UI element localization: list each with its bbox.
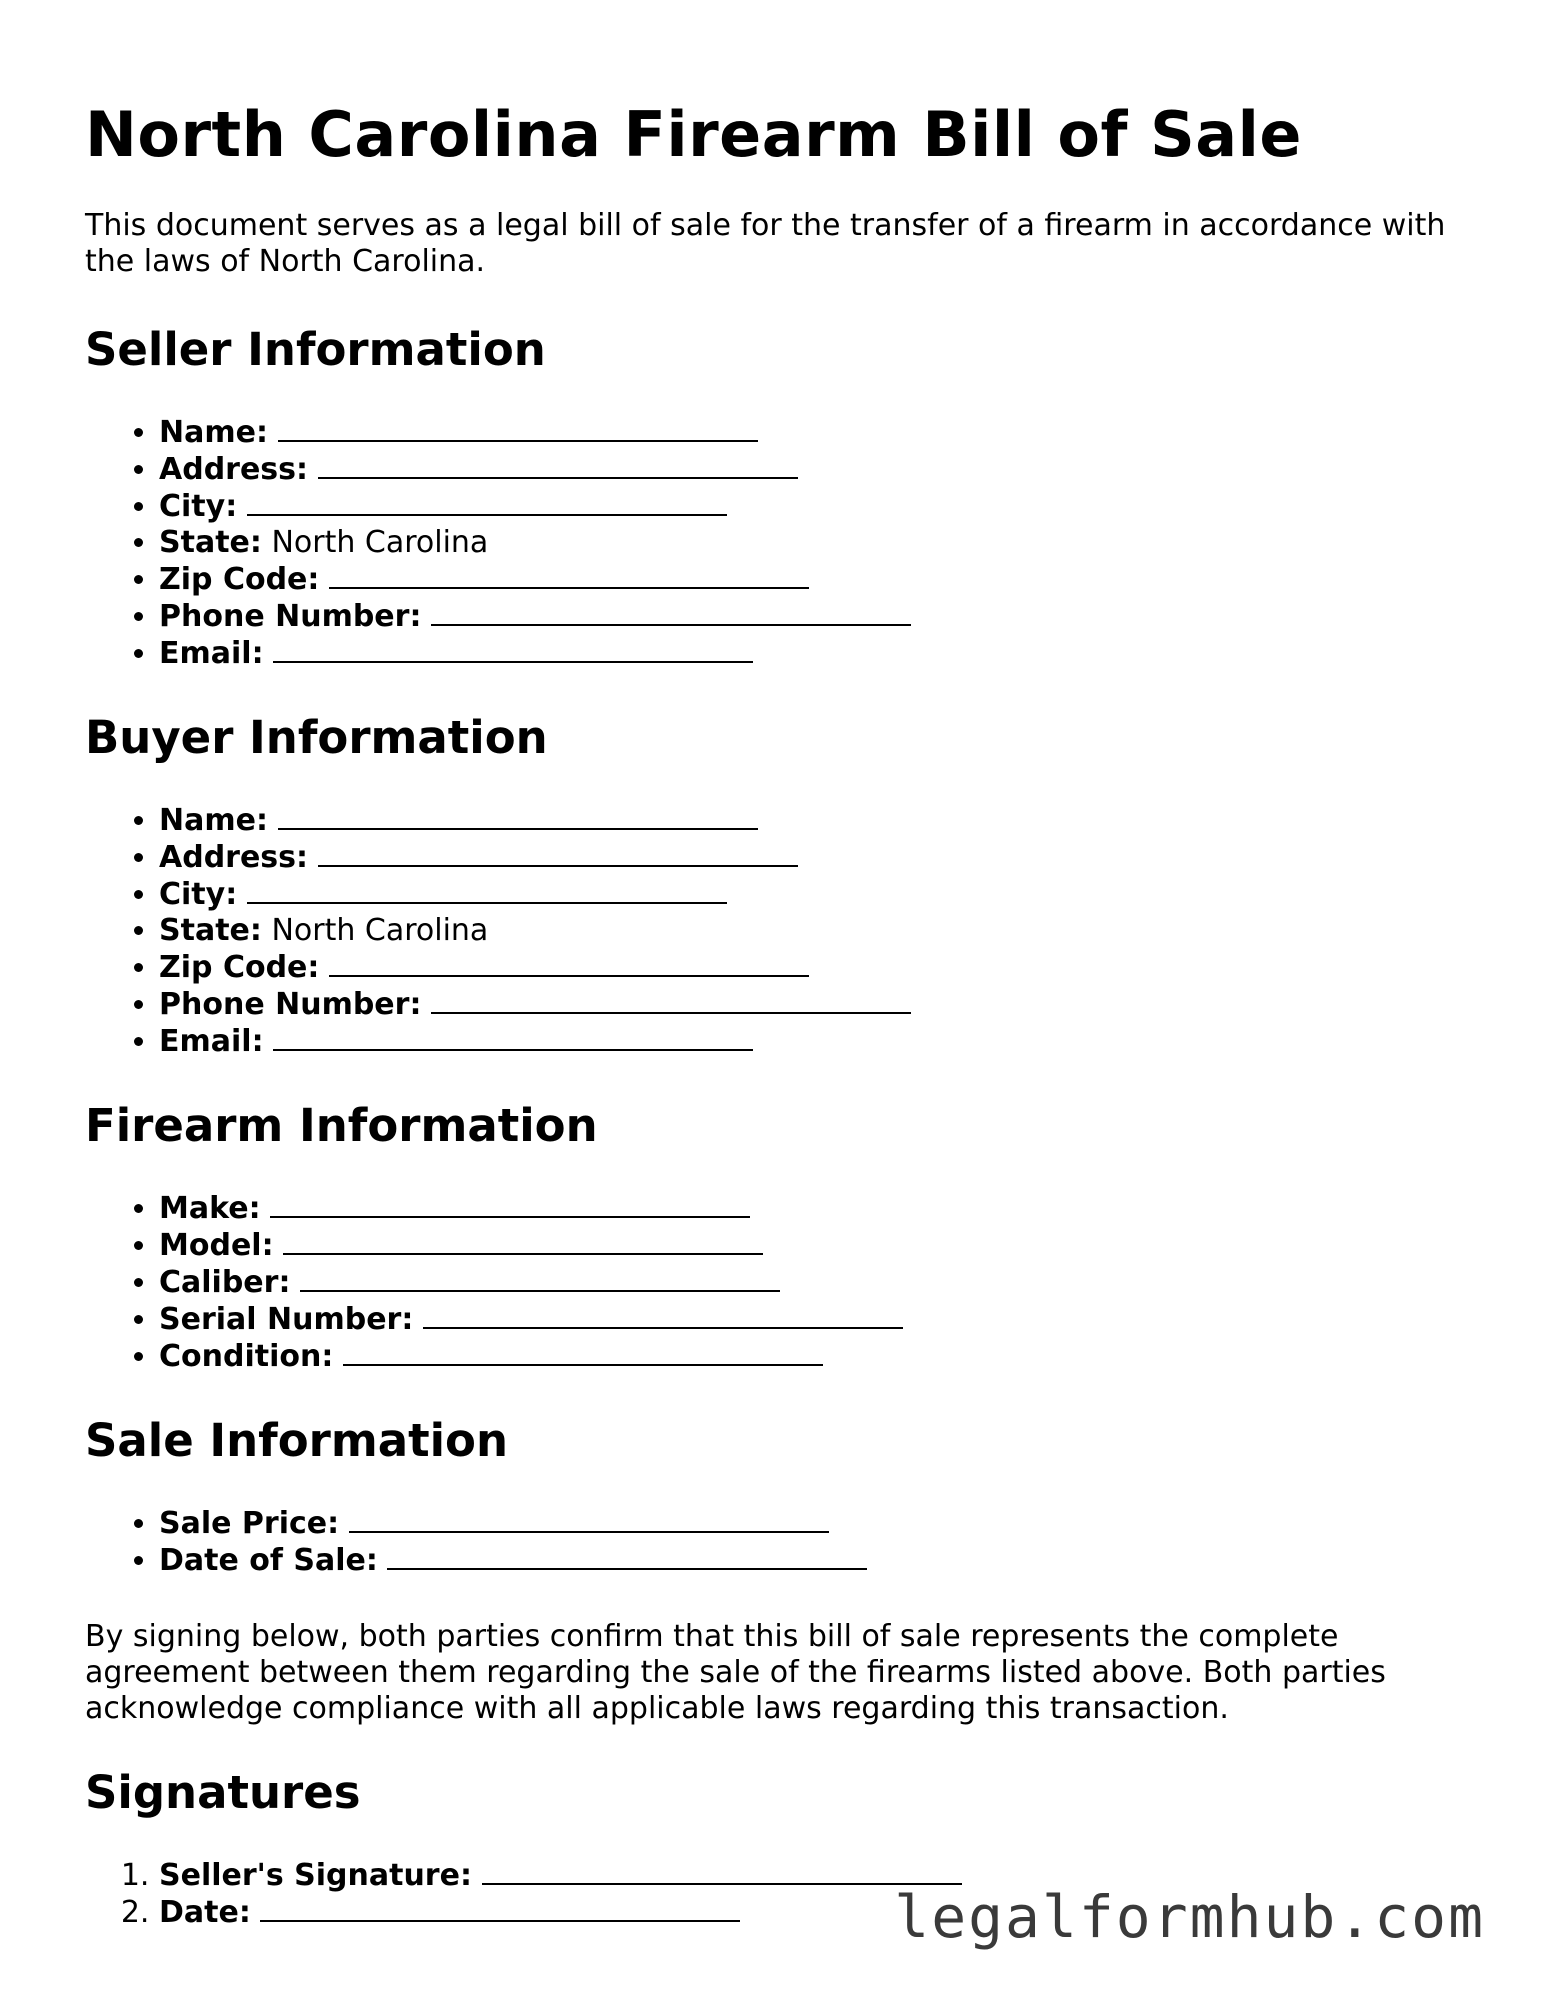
field-label: Zip Code: xyxy=(159,562,320,597)
fill-in-blank-line[interactable] xyxy=(247,876,727,904)
form-field-item xyxy=(159,525,1485,561)
field-label: Seller's Signature: xyxy=(159,1858,472,1893)
field-label: Phone Number: xyxy=(159,599,422,634)
field-label: Phone Number: xyxy=(159,987,422,1022)
form-field-item xyxy=(159,1190,1485,1227)
field-value: North Carolina xyxy=(271,525,489,560)
fill-in-blank-line[interactable] xyxy=(273,635,753,663)
form-field-item xyxy=(159,451,1485,488)
form-field-item xyxy=(159,598,1485,635)
fill-in-blank-line[interactable] xyxy=(318,451,798,479)
sale-heading: Sale Information xyxy=(85,1414,508,1467)
firearm-field-list xyxy=(85,1190,1485,1375)
fill-in-blank-line[interactable] xyxy=(329,949,809,977)
field-label: Date: xyxy=(159,1895,251,1930)
field-label: City: xyxy=(159,489,238,524)
form-field-item xyxy=(159,1227,1485,1264)
seller-heading: Seller Information xyxy=(85,323,546,376)
fill-in-blank-line[interactable] xyxy=(431,598,911,626)
seller-field-list xyxy=(85,414,1485,672)
fill-in-blank-line[interactable] xyxy=(270,1190,750,1218)
field-label: Condition: xyxy=(159,1339,334,1374)
field-label: Date of Sale: xyxy=(159,1543,378,1578)
form-field-item xyxy=(159,1023,1485,1060)
field-label: Sale Price: xyxy=(159,1506,340,1541)
fill-in-blank-line[interactable] xyxy=(273,1023,753,1051)
fill-in-blank-line[interactable] xyxy=(318,839,798,867)
form-field-item xyxy=(159,986,1485,1023)
fill-in-blank-line[interactable] xyxy=(343,1338,823,1366)
field-value: North Carolina xyxy=(271,913,489,948)
fill-in-blank-line[interactable] xyxy=(278,802,758,830)
fill-in-blank-line[interactable] xyxy=(260,1894,740,1922)
fill-in-blank-line[interactable] xyxy=(387,1542,867,1570)
fill-in-blank-line[interactable] xyxy=(247,488,727,516)
field-label: Email: xyxy=(159,636,264,671)
field-label: Zip Code: xyxy=(159,950,320,985)
form-field-item xyxy=(159,1505,1485,1542)
form-field-item xyxy=(159,839,1485,876)
field-label: Address: xyxy=(159,452,309,487)
field-label: Email: xyxy=(159,1024,264,1059)
field-label: Caliber: xyxy=(159,1265,291,1300)
firearm-heading: Firearm Information xyxy=(85,1099,598,1152)
field-label: Address: xyxy=(159,840,309,875)
field-label: Name: xyxy=(159,415,268,450)
form-field-item xyxy=(159,1542,1485,1579)
fill-in-blank-line[interactable] xyxy=(278,414,758,442)
field-label: Serial Number: xyxy=(159,1302,414,1337)
form-field-item xyxy=(159,876,1485,913)
field-label: Name: xyxy=(159,803,268,838)
form-field-item xyxy=(159,561,1485,598)
fill-in-blank-line[interactable] xyxy=(431,986,911,1014)
document-title: North Carolina Firearm Bill of Sale xyxy=(85,98,1302,171)
field-label: Make: xyxy=(159,1191,261,1226)
fill-in-blank-line[interactable] xyxy=(283,1227,763,1255)
intro-paragraph: This document serves as a legal bill of sale for the transfer of a firearm in accordance with the laws of North Carolina. xyxy=(85,208,1446,279)
form-field-item xyxy=(159,1264,1485,1301)
fill-in-blank-line[interactable] xyxy=(482,1857,962,1885)
field-label: City: xyxy=(159,877,238,912)
fill-in-blank-line[interactable] xyxy=(349,1505,829,1533)
form-field-item xyxy=(159,488,1485,525)
buyer-heading: Buyer Information xyxy=(85,711,548,764)
fill-in-blank-line[interactable] xyxy=(329,561,809,589)
fill-in-blank-line[interactable] xyxy=(423,1301,903,1329)
signatures-heading: Signatures xyxy=(85,1766,361,1819)
form-field-item xyxy=(159,414,1485,451)
field-label: Model: xyxy=(159,1228,274,1263)
field-label: State: xyxy=(159,913,262,948)
fill-in-blank-line[interactable] xyxy=(300,1264,780,1292)
sale-field-list xyxy=(85,1505,1485,1579)
form-field-item xyxy=(159,949,1485,986)
form-field-item xyxy=(159,913,1485,949)
form-field-item xyxy=(159,802,1485,839)
buyer-field-list xyxy=(85,802,1485,1060)
watermark-logo: legalformhub.com xyxy=(894,1883,1485,1951)
form-field-item xyxy=(159,635,1485,672)
form-field-item xyxy=(159,1301,1485,1338)
closing-paragraph: By signing below, both parties confirm that this bill of sale represents the complete agreement between them regarding the sale of the firearms listed above. Both parties acknowledge compliance with all applicable laws regarding this transaction. xyxy=(85,1619,1386,1726)
document-page xyxy=(85,98,1485,1931)
field-label: State: xyxy=(159,525,262,560)
form-field-item xyxy=(159,1338,1485,1375)
